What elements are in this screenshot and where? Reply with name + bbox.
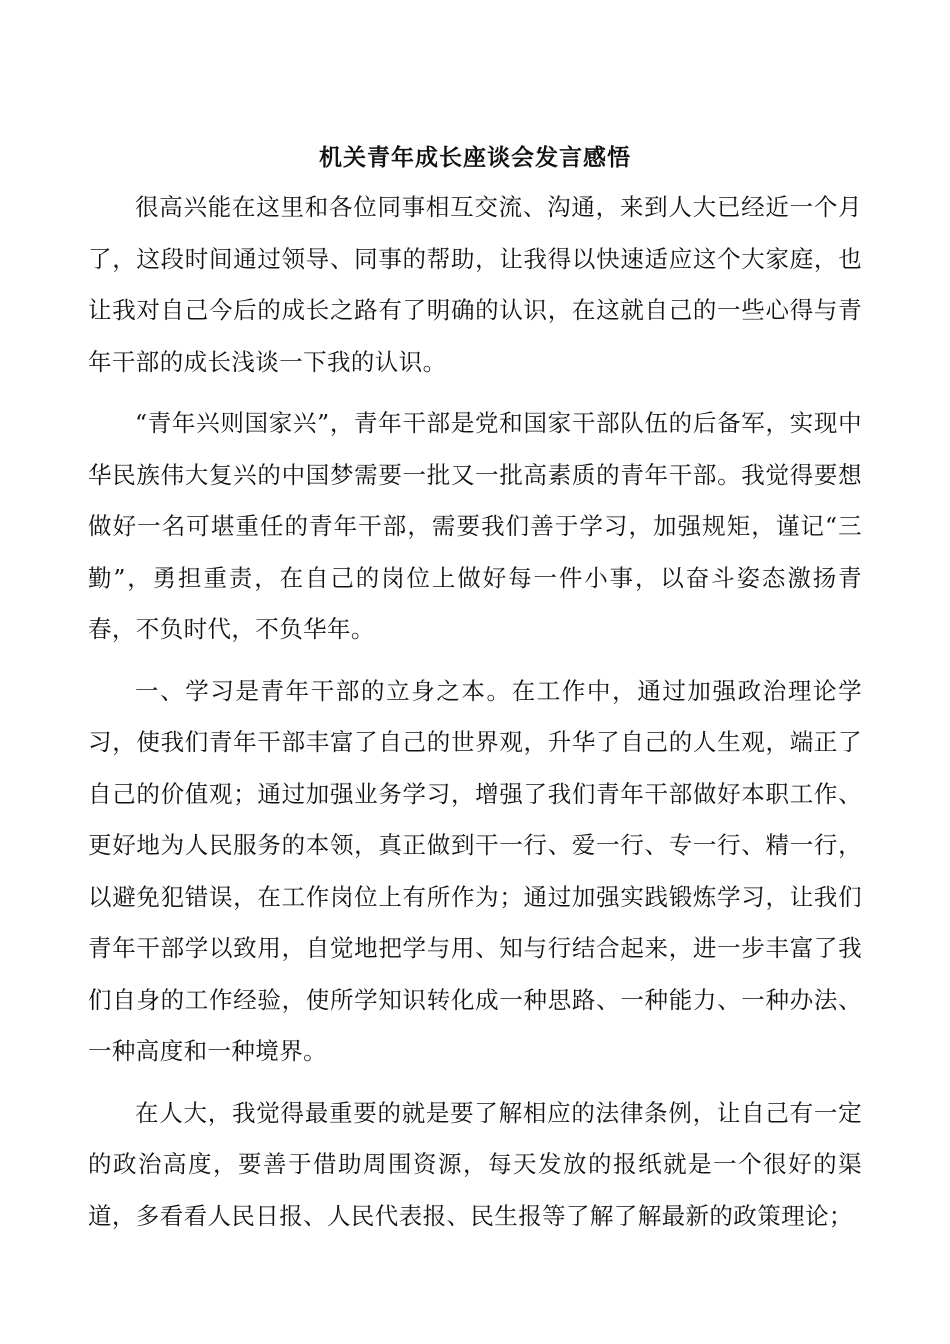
paragraph-1: 很高兴能在这里和各位同事相互交流、沟通，来到人大已经近一个月了，这段时间通过领导、同事的帮助，让我得以快速适应这个大家庭，也让我对自己今后的成长之路有了明确的认识，在这就自己的一些心得与青年干部的成长浅谈一下我的认识。 — [88, 193, 862, 376]
paragraph-2: “青年兴则国家兴”，青年干部是党和国家干部队伍的后备军，实现中华民族伟大复兴的中国梦需要一批又一批高素质的青年干部。我觉得要想做好一名可堪重任的青年干部，需要我们善于学习，加强规矩，谨记“三勤”，勇担重责，在自己的岗位上做好每一件小事，以奋斗姿态激扬青春，不负时代，不负华年。 — [88, 409, 862, 643]
document-page — [88, 138, 862, 1252]
document-title: 机关青年成长座谈会发言感悟 — [319, 145, 631, 171]
paragraph-4: 在人大，我觉得最重要的就是要了解相应的法律条例，让自己有一定的政治高度，要善于借助周围资源，每天发放的报纸就是一个很好的渠道，多看看人民日报、人民代表报、民生报等了解了解最新的政策理论； — [88, 1098, 862, 1230]
paragraph-3: 一、学习是青年干部的立身之本。在工作中，通过加强政治理论学习，使我们青年干部丰富了自己的世界观，升华了自己的人生观，端正了自己的价值观；通过加强业务学习，增强了我们青年干部做好本职工作、更好地为人民服务的本领，真正做到干一行、爱一行、专一行、精一行，以避免犯错误，在工作岗位上有所作为；通过加强实践锻炼学习，让我们青年干部学以致用，自觉地把学与用、知与行结合起来，进一步丰富了我们自身的工作经验，使所学知识转化成一种思路、一种能力、一种办法、一种高度和一种境界。 — [88, 676, 862, 1065]
